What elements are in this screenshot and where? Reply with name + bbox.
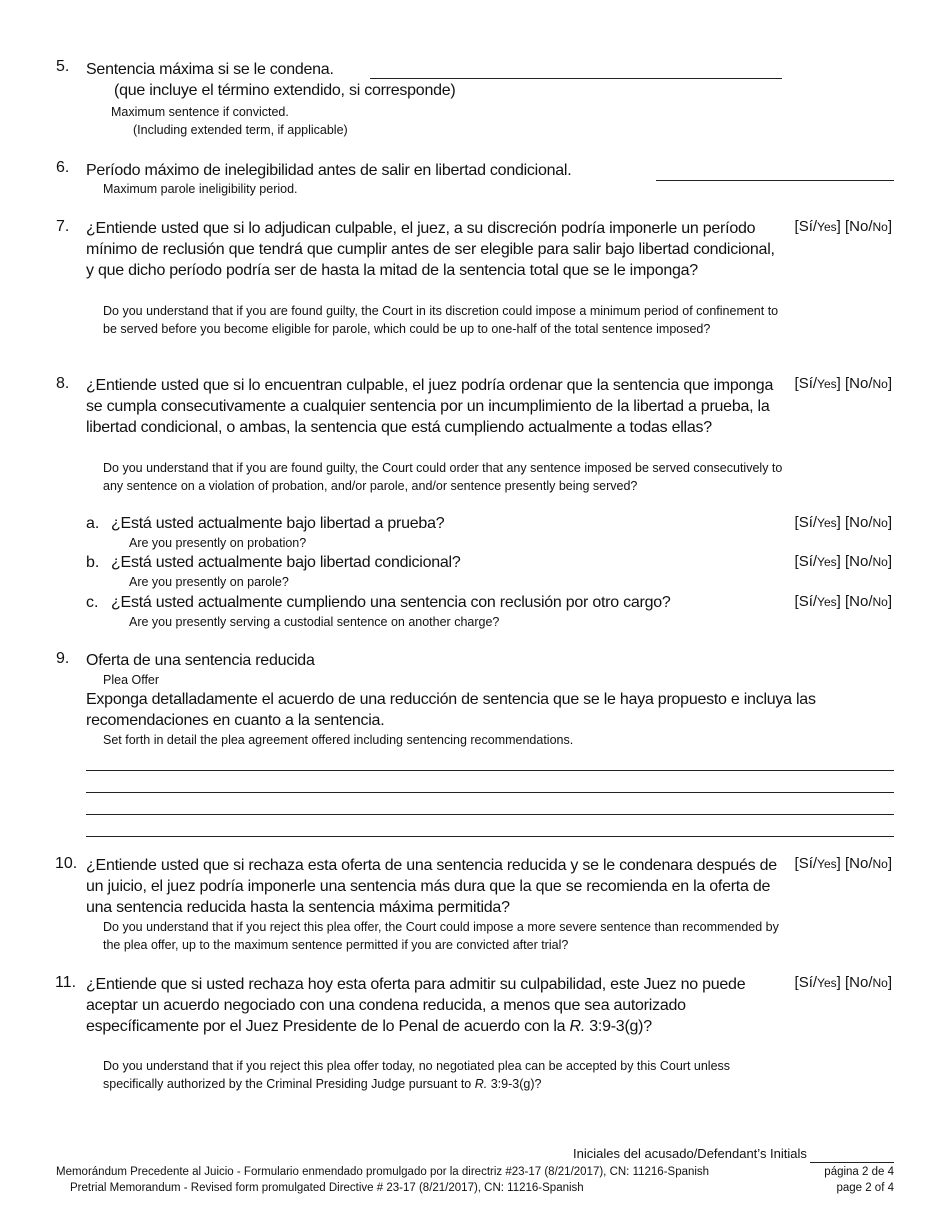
q8c-yes-no[interactable]: [Sí/Yes] [No/No]: [794, 593, 892, 610]
q8a-letter: a.: [86, 515, 100, 532]
footer-page-spanish: página 2 de 4: [824, 1166, 894, 1178]
q11-spanish-text: ¿Entiende que si usted rechaza hoy esta oferta para admitir su culpabilidad, este Juez no puede aceptar un acuerdo negociado con una condena reducida, a menos que sea autorizado específicamente por el Juez Presidente de lo Penal de acuerdo con la: [86, 976, 746, 1035]
q9-spanish-title: Oferta de una sentencia reducida: [86, 652, 315, 669]
q8a-spanish: ¿Está usted actualmente bajo libertad a prueba?: [111, 515, 445, 532]
initials-line[interactable]: [810, 1162, 894, 1163]
q8-english: Do you understand that if you are found guilty, the Court could order that any sentence imposed be served consecutively to any sentence on a violation of probation, and/or parole, and/or sentence presently being served?: [103, 461, 783, 493]
initials-label: Iniciales del acusado/Defendant’s Initials: [573, 1146, 807, 1161]
q7-yes-no[interactable]: [Sí/Yes] [No/No]: [794, 218, 892, 235]
q5-spanish: Sentencia máxima si se le condena.: [86, 61, 334, 78]
q11-english-text: Do you understand that if you reject this plea offer today, no negotiated plea can be accepted by this Court unless specifically authorized by the Criminal Presiding Judge pursuant to: [103, 1059, 731, 1091]
q9-answer-line-4[interactable]: [86, 836, 894, 837]
q11-spanish-rule: R.: [569, 1018, 586, 1035]
q9-english-title: Plea Offer: [103, 673, 160, 687]
q8-spanish: ¿Entiende usted que si lo encuentran culpable, el juez podría ordenar que la sentencia que imponga se cumpla consecutivamente a cualquier sentencia por un incumplimiento de la libertad a prueba, la libertad condicional, o ambas, la sentencia que está cumpliendo actualmente a todas ellas?: [86, 377, 774, 436]
q10-number: 10.: [55, 855, 78, 872]
q7-spanish: ¿Entiende usted que si lo adjudican culpable, el juez, a su discreción podría imponerle un período mínimo de reclusión que tendrá que cumplir antes de ser elegible para salir bajo libertad condicional, y que dicho período podría ser de hasta la mitad de la sentencia total que se le imponga?: [86, 220, 775, 279]
q7-number: 7.: [56, 218, 70, 235]
q9-english: Set forth in detail the plea agreement offered including sentencing recommendations.: [103, 733, 574, 747]
q8b-yes-no[interactable]: [Sí/Yes] [No/No]: [794, 553, 892, 570]
q9-answer-line-1[interactable]: [86, 770, 894, 771]
q9-number: 9.: [56, 650, 70, 667]
footer-page-english: page 2 of 4: [836, 1182, 894, 1194]
q8b-spanish: ¿Está usted actualmente bajo libertad condicional?: [111, 554, 461, 571]
q5-number: 5.: [56, 58, 70, 75]
q8-yes-no[interactable]: [Sí/Yes] [No/No]: [794, 375, 892, 392]
q7-english: Do you understand that if you are found guilty, the Court in its discretion could impose a minimum period of confinement to be served before you become eligible for parole, which could be up to one-half of the total sentence imposed?: [103, 304, 779, 336]
footer-form-spanish: Memorándum Precedente al Juicio - Formulario enmendado promulgado por la directriz #23-17 (8/21/2017), CN: 11216-Spanish: [56, 1166, 710, 1178]
q8c-spanish: ¿Está usted actualmente cumpliendo una sentencia con reclusión por otro cargo?: [111, 594, 671, 611]
q11-english-rule-rest: 3:9-3(g)?: [490, 1077, 542, 1091]
q11-english-rule: R.: [474, 1077, 488, 1091]
q11-number: 11.: [55, 974, 77, 991]
q11-spanish-rule-rest: 3:9-3(g)?: [589, 1018, 652, 1035]
q6-answer-line[interactable]: [656, 180, 894, 181]
q8c-english: Are you presently serving a custodial sentence on another charge?: [129, 615, 500, 629]
q8c-letter: c.: [86, 594, 99, 611]
footer-form-english: Pretrial Memorandum - Revised form promulgated Directive # 23-17 (8/21/2017), CN: 11216-Spanish: [70, 1182, 584, 1194]
q11-spanish: [86, 974, 766, 1037]
q11-yes-no[interactable]: [Sí/Yes] [No/No]: [794, 974, 892, 991]
q8-number: 8.: [56, 375, 70, 392]
q9-answer-line-3[interactable]: [86, 814, 894, 815]
q9-answer-line-2[interactable]: [86, 792, 894, 793]
q6-number: 6.: [56, 159, 70, 176]
q5-english-sub: (Including extended term, if applicable): [133, 123, 348, 137]
q8b-letter: b.: [86, 554, 100, 571]
q11-english: [103, 1057, 783, 1093]
q10-english: Do you understand that if you reject this plea offer, the Court could impose a more severe sentence than recommended by the plea offer, up to the maximum sentence permitted if you are convicted after trial?: [103, 920, 779, 952]
q8b-english: Are you presently on parole?: [129, 575, 289, 589]
q10-yes-no[interactable]: [Sí/Yes] [No/No]: [794, 855, 892, 872]
q5-answer-line[interactable]: [370, 78, 782, 79]
q5-spanish-sub: (que incluye el término extendido, si corresponde): [114, 82, 456, 99]
q9-spanish: Exponga detalladamente el acuerdo de una reducción de sentencia que se le haya propuesto e incluya las recomendaciones en cuanto a la sentencia.: [86, 691, 816, 729]
q8a-english: Are you presently on probation?: [129, 536, 307, 550]
q5-english: Maximum sentence if convicted.: [111, 105, 289, 119]
q6-english: Maximum parole ineligibility period.: [103, 182, 298, 196]
q10-spanish: ¿Entiende usted que si rechaza esta oferta de una sentencia reducida y se le condenara después de un juicio, el juez podría imponerle una sentencia más dura que la que se recomienda en la oferta de una sentencia reducida hasta la sentencia máxima permitida?: [86, 857, 777, 916]
q6-spanish: Período máximo de inelegibilidad antes de salir en libertad condicional.: [86, 162, 572, 179]
q8a-yes-no[interactable]: [Sí/Yes] [No/No]: [794, 514, 892, 531]
